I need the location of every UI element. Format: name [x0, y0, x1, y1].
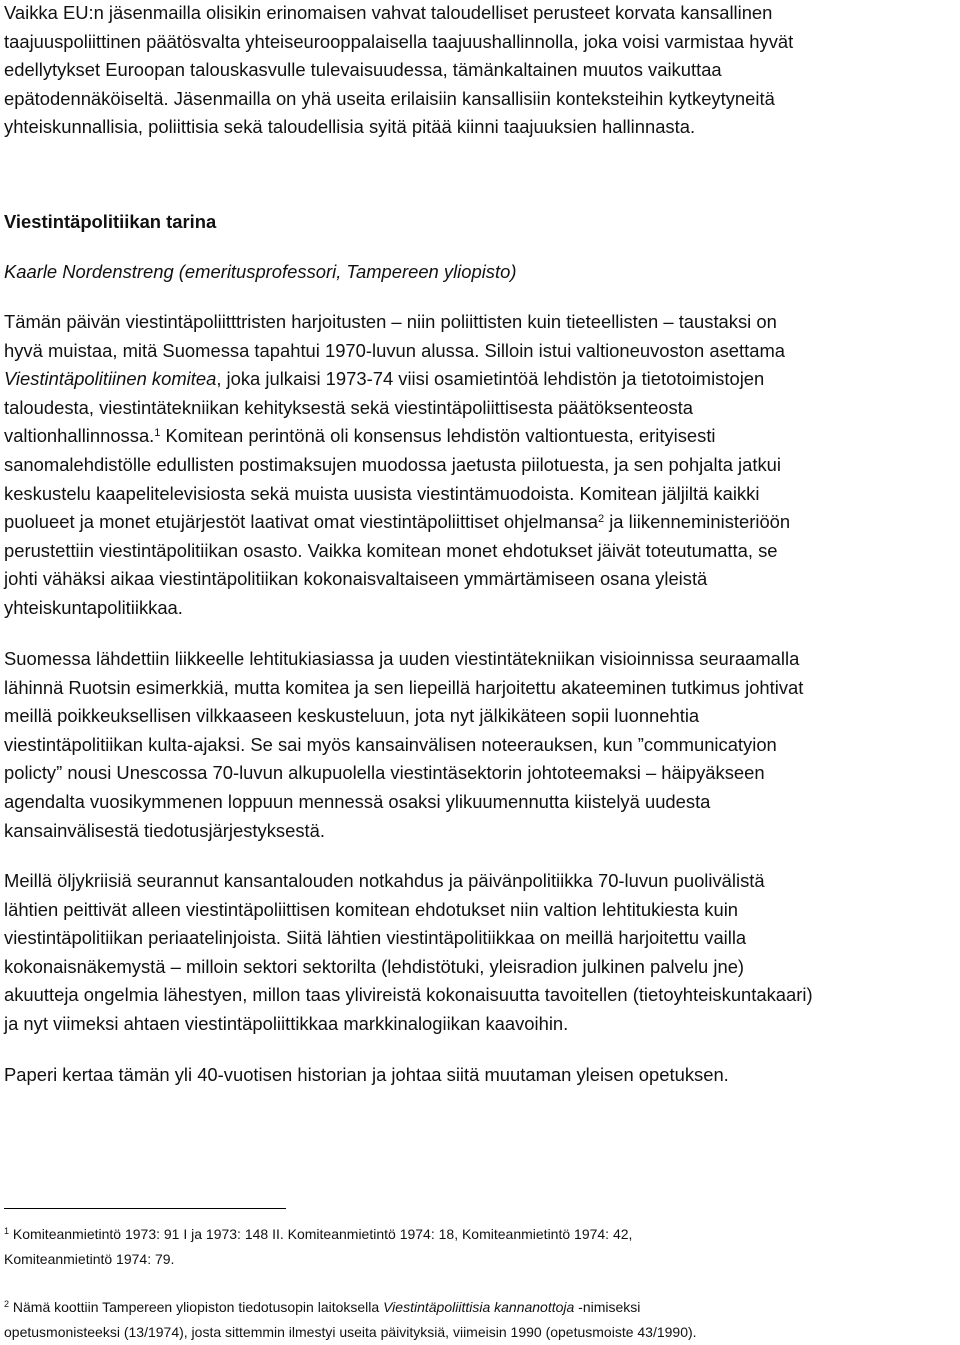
text-line: yhteiskuntapolitiikkaa.	[4, 596, 183, 618]
text-line: agendalta vuosikymmenen loppuun mennessä osaksi ylikuumennutta kiistelyä uudesta	[4, 790, 711, 812]
text-line: keskustelu kaapelitelevisiosta sekä muista uusista viestintämuodoista. Komitean jäljiltä kaikki	[4, 482, 760, 504]
text-line: ja nyt viimeksi ahtaen viestintäpoliittikkaa markkinalogiikan kaavoihin.	[4, 1012, 569, 1034]
text-span: valtionhallinnossa.	[4, 425, 155, 447]
text-span: puolueet ja monet etujärjestöt laativat omat viestintäpoliittiset ohjelmansa	[4, 511, 598, 533]
text-line: Komiteanmietintö 1974: 79.	[4, 1251, 175, 1267]
text-line: opetusmonisteeksi (13/1974), josta sittemmin ilmestyi useita päivityksiä, viimeisin 1990 (opetusmoiste 43/1990).	[4, 1324, 697, 1340]
footnote-1	[4, 1222, 956, 1272]
paragraph-committee	[4, 308, 956, 623]
text-line: lähinnä Ruotsin esimerkkiä, mutta komitea ja sen liepeillä harjoitettu akateeminen tutkimus johtivat	[4, 676, 804, 698]
text-line: Suomessa lähdettiin liikkeelle lehtitukiasiassa ja uuden viestintätekniikan visioinnissa seuraamalla	[4, 648, 800, 669]
text-line: edellytykset Euroopan talouskasvulle tulevaisuudessa, tämänkaltainen muutos vaikuttaa	[4, 59, 722, 81]
author-byline: Kaarle Nordenstreng (emeritusprofessori, Tampereen yliopisto)	[4, 261, 517, 282]
footnote-2	[4, 1295, 956, 1345]
text-line: epätodennäköiseltä. Jäsenmailla on yhä useita erilaisiin kansallisiin konteksteihin kytkeytyneitä	[4, 87, 775, 109]
text-line: policty” nousi Unescossa 70-luvun alkupuolella viestintäsektorin johtoteemaksi – häipyäkseen	[4, 762, 765, 784]
text-line	[4, 422, 956, 451]
text-line: perustettiin viestintäpolitiikan osasto. Vaikka komitean monet ehdotukset jäivät toteutumatta, se	[4, 539, 778, 561]
text-line: meillä poikkeuksellisen vilkkaaseen keskusteluun, jota nyt jälkikäteen sopii luonnehtia	[4, 705, 700, 727]
text-line: sanomalehdistölle edullisten postimaksujen muodossa jaetusta piilotuesta, ja sen pohjalta jatkui	[4, 453, 781, 475]
text-line	[4, 1295, 956, 1320]
text-span: Nämä koottiin Tampereen yliopiston tiedotusopin laitoksella	[12, 1299, 384, 1315]
paragraph-summary	[4, 1061, 956, 1090]
text-line: Tämän päivän viestintäpoliitttristen harjoitusten – niin poliittisten kuin tieteellisten – taustaksi on	[4, 311, 777, 332]
text-line	[4, 365, 956, 394]
text-line: Vaikka EU:n jäsenmailla olisikin erinomaisen vahvat taloudelliset perusteet korvata kansallinen	[4, 2, 773, 23]
text-line: Paperi kertaa tämän yli 40-vuotisen historian ja johtaa siitä muutaman yleisen opetuksen.	[4, 1064, 729, 1085]
text-line: yhteiskunnallisia, poliittisia sekä taloudellisia syitä pitää kiinni taajuuksien hallinnasta.	[4, 116, 696, 138]
footnote-divider	[4, 1208, 286, 1209]
text-line: Meillä öljykriisiä seurannut kansantalouden notkahdus ja päivänpolitiikka 70-luvun puolivälistä	[4, 870, 765, 891]
paragraph-oil-crisis	[4, 867, 956, 1039]
text-line: kansainvälisestä tiedotusjärjestyksestä.	[4, 819, 325, 841]
text-span: ja liikenneministeriöön	[604, 511, 791, 533]
footnote-number: 1	[4, 1226, 10, 1236]
text-span: , joka julkaisi 1973-74 viisi osamietintöä lehdistön ja tietotoimistojen	[216, 368, 765, 390]
paragraph-eu-spectrum	[4, 0, 956, 142]
text-span: Komitean perintönä oli konsensus lehdistön valtiontuesta, erityisesti	[160, 425, 716, 447]
paragraph-golden-age	[4, 645, 956, 845]
footnote-number: 2	[4, 1299, 10, 1309]
text-line	[4, 508, 956, 537]
text-line: akuutteja ongelmia lähestyen, millon taas ylivireistä kokonaisuutta tavoitellen (tietoyhteiskuntakaari)	[4, 984, 813, 1006]
text-line	[4, 1222, 956, 1247]
section-heading: Viestintäpolitiikan tarina	[4, 211, 217, 232]
text-line: kokonaisnäkemystä – milloin sektori sektorilta (lehdistötuki, yleisradion julkinen palvelu jne)	[4, 955, 745, 977]
text-line: lähtien peittivät alleen viestintäpoliittisen komitean ehdotukset niin valtion lehtitukiesta kuin	[4, 898, 739, 920]
text-line: viestintäpolitiikan periaatelinjoista. Siitä lähtien viestintäpolitiikkaa on meillä harjoitettu vailla	[4, 927, 747, 949]
footnote-ref-1[interactable]: 1	[154, 427, 161, 440]
text-span: -nimiseksi	[574, 1299, 641, 1315]
publication-title-italic: Viestintäpoliittisia kannanottoja	[383, 1299, 575, 1315]
text-line: taloudesta, viestintätekniikan kehityksestä sekä viestintäpoliittisesta päätöksenteosta	[4, 396, 694, 418]
footnote-ref-2[interactable]: 2	[597, 513, 605, 526]
committee-name-italic: Viestintäpolitiinen komitea	[4, 368, 217, 390]
text-line: johti vähäksi aikaa viestintäpolitiikan kokonaisvaltaiseen ymmärtämiseen osana yleistä	[4, 568, 708, 590]
text-line: taajuuspoliittinen päätösvalta yhteiseurooppalaisella taajuushallinnolla, joka voisi varmistaa hyvät	[4, 30, 794, 52]
text-span: Komiteanmietintö 1973: 91 I ja 1973: 148 II. Komiteanmietintö 1974: 18, Komiteanmietintö 1974: 42,	[12, 1226, 633, 1242]
text-line: viestintäpolitiikan kulta-ajaksi. Se sai myös kansainvälisen noteerauksen, kun ”communicatyion	[4, 733, 777, 755]
text-line: hyvä muistaa, mitä Suomessa tapahtui 1970-luvun alussa. Silloin istui valtioneuvoston asettama	[4, 339, 786, 361]
